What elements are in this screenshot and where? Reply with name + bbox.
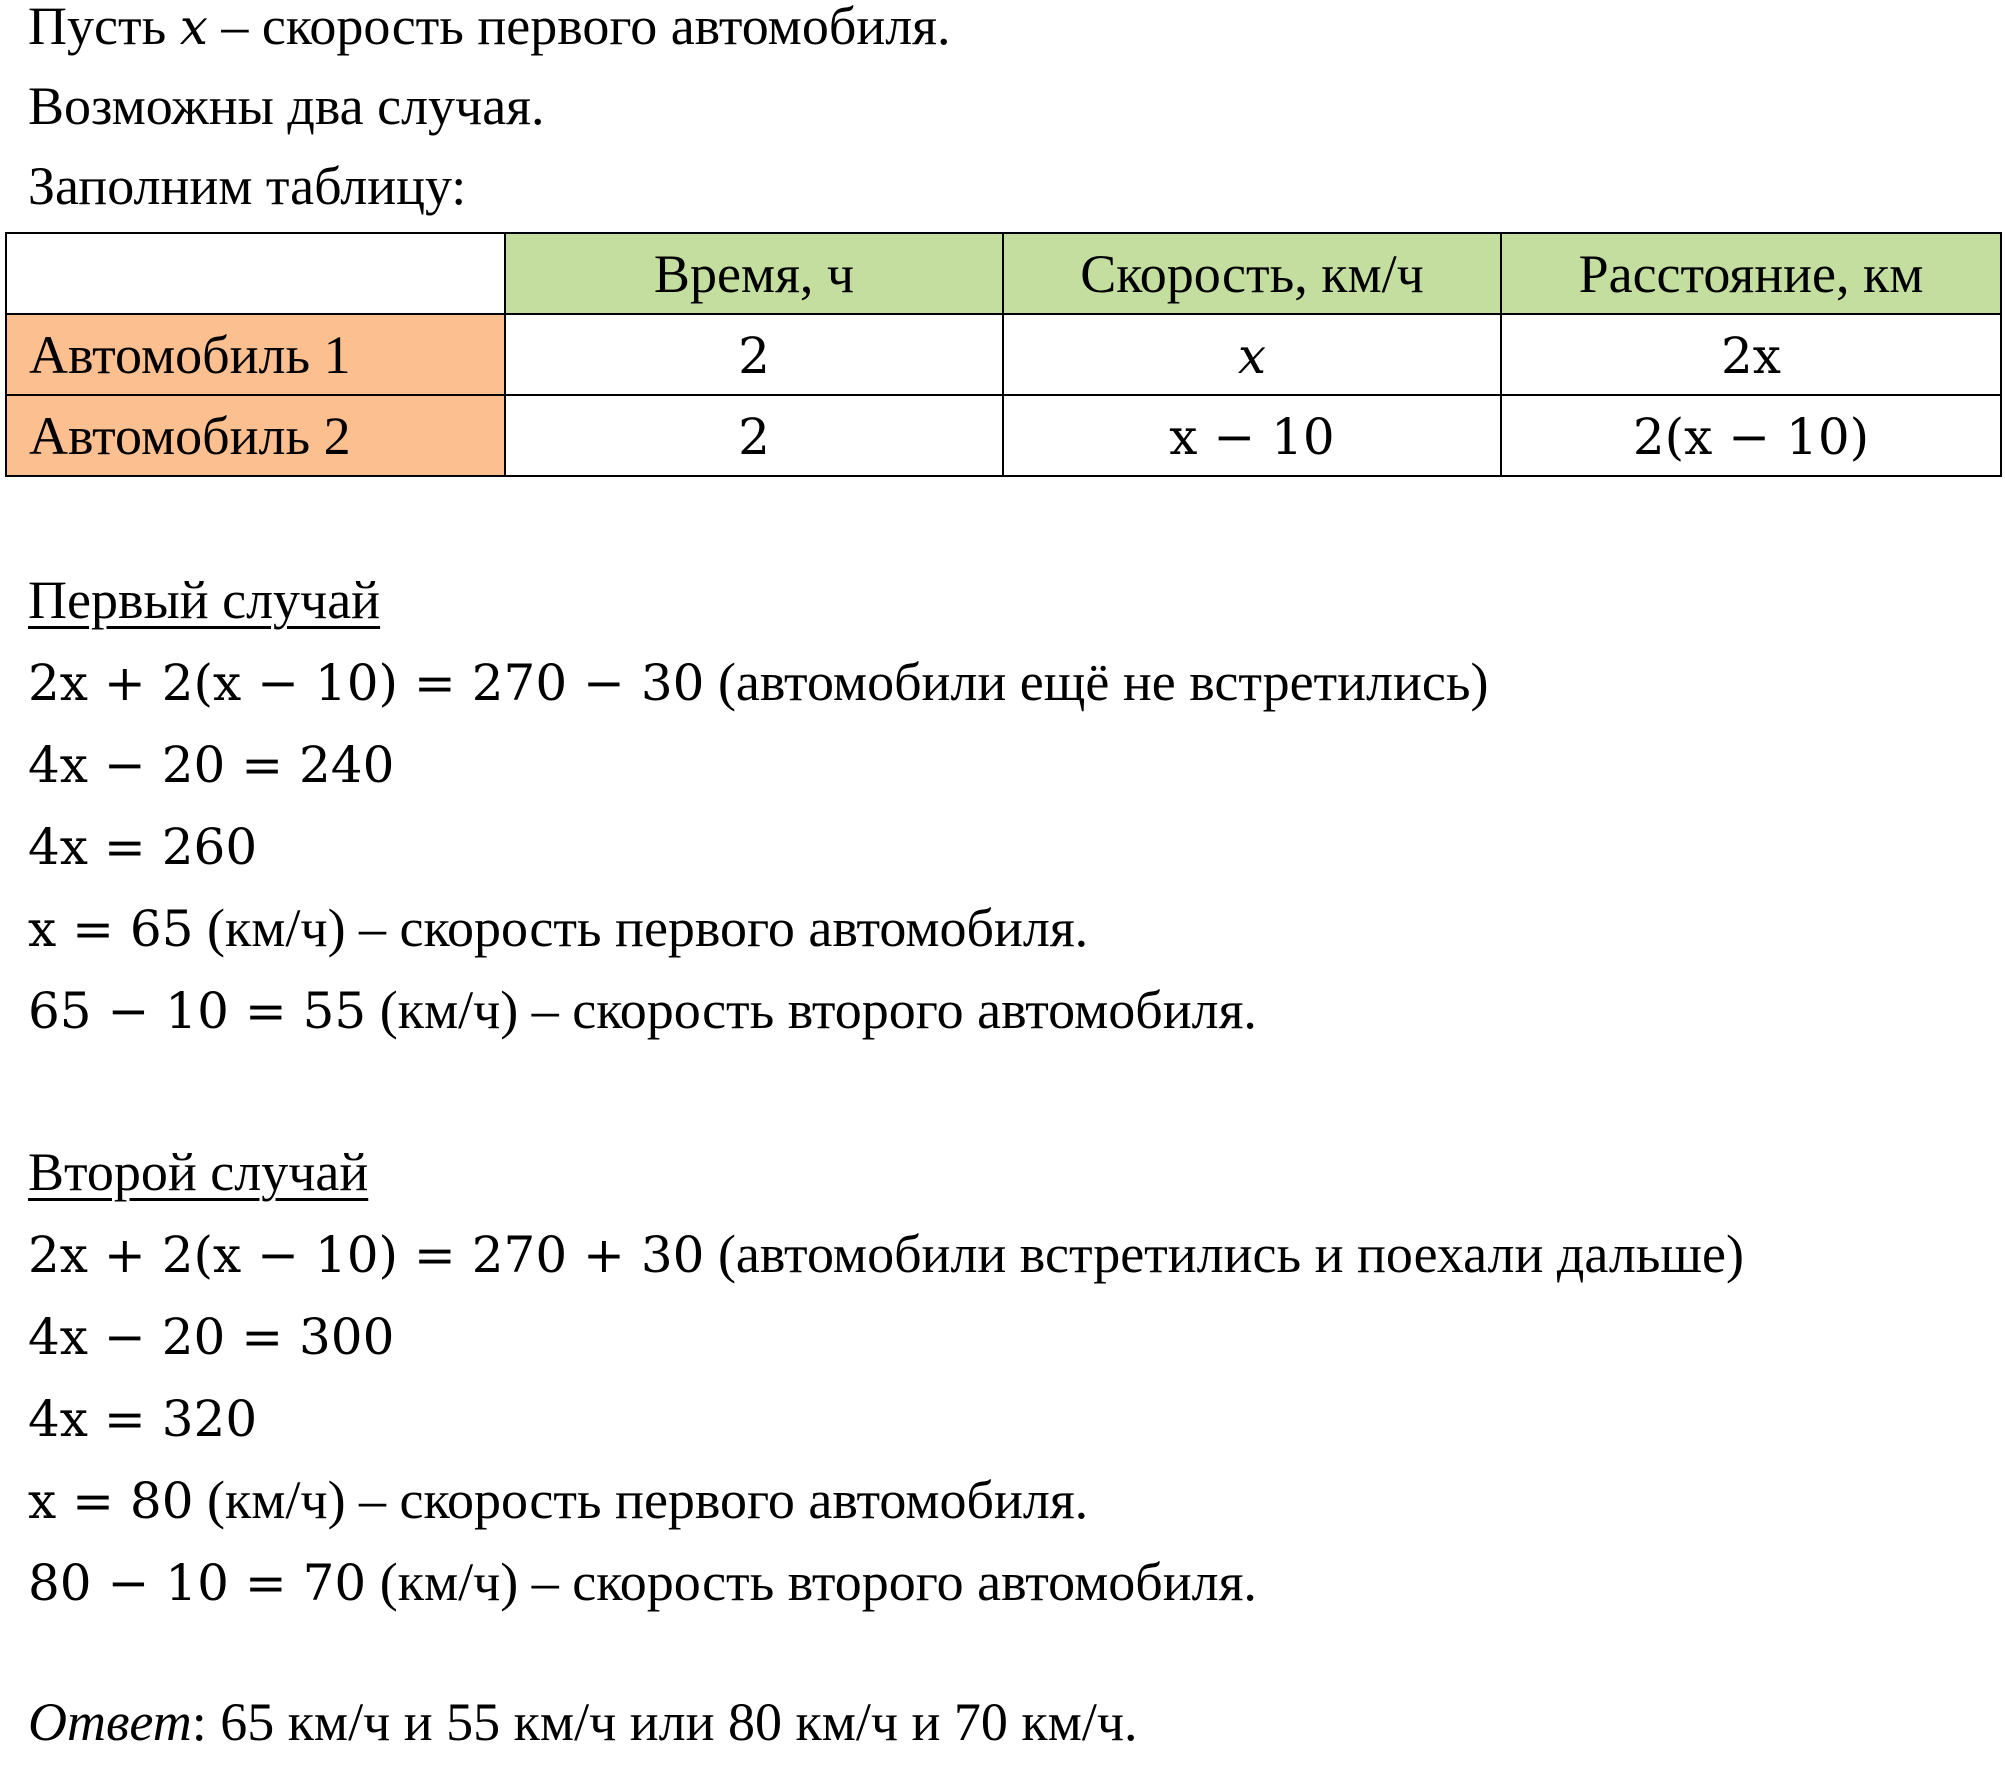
cell-time: [505, 395, 1003, 476]
motion-table: [5, 232, 2002, 477]
case-2-equation-4: [28, 1468, 1088, 1533]
equation-note: (км/ч) – скорость первого автомобиля.: [193, 898, 1089, 958]
equation-math: 4x = 260: [28, 818, 258, 876]
row-label-car-1: Автомобиль 1: [6, 314, 505, 395]
case-1-equation-4: [28, 896, 1088, 961]
case-2-equation-2: [28, 1304, 394, 1369]
equation-math: 4x − 20 = 300: [28, 1308, 395, 1366]
equation-math: 4x = 320: [28, 1390, 258, 1448]
answer-line: [28, 1690, 1138, 1754]
intro-line-2: Возможны два случая.: [28, 76, 545, 136]
speed-value: x − 10: [1169, 407, 1335, 466]
cell-speed: [1003, 314, 1501, 395]
case-2-equation-1: [28, 1222, 1744, 1287]
cell-distance: [1501, 314, 2001, 395]
distance-value: 2(x − 10): [1632, 407, 1870, 466]
case-1-heading: Первый случай: [28, 570, 381, 630]
intro-line-1-suffix: – скорость первого автомобиля.: [207, 0, 951, 56]
equation-math: 65 − 10 = 55: [28, 982, 367, 1040]
equation-math: x = 80: [28, 1472, 194, 1530]
cell-time: [505, 314, 1003, 395]
case-2-heading: Второй случай: [28, 1142, 369, 1202]
equation-note: (км/ч) – скорость второго автомобиля.: [366, 980, 1257, 1040]
cell-distance: [1501, 395, 2001, 476]
equation-math: 4x − 20 = 240: [28, 736, 395, 794]
table-row: [6, 314, 2001, 395]
equation-math: 2x + 2(x − 10) = 270 − 30: [28, 654, 705, 712]
row-label-car-2: Автомобиль 2: [6, 395, 505, 476]
header-distance: Расстояние, км: [1501, 233, 2001, 314]
table-corner-cell: [6, 233, 505, 314]
table-row: [6, 395, 2001, 476]
intro-line-1: [28, 0, 951, 59]
equation-note: (автомобили ещё не встретились): [704, 652, 1489, 712]
equation-math: 80 − 10 = 70: [28, 1554, 367, 1612]
header-time: Время, ч: [505, 233, 1003, 314]
answer-label: Ответ: [28, 1692, 192, 1752]
intro-line-1-prefix: Пусть: [28, 0, 180, 56]
answer-text: : 65 км/ч и 55 км/ч или 80 км/ч и 70 км/ч.: [191, 1692, 1138, 1752]
variable-x: x: [179, 0, 208, 56]
case-1-equation-3: [28, 814, 257, 879]
time-value: 2: [738, 326, 770, 385]
equation-math: 2x + 2(x − 10) = 270 + 30: [28, 1226, 705, 1284]
case-2-equation-3: [28, 1386, 257, 1451]
table-header-row: [6, 233, 2001, 314]
header-speed: Скорость, км/ч: [1003, 233, 1501, 314]
equation-note: (км/ч) – скорость первого автомобиля.: [193, 1470, 1089, 1530]
distance-value: 2x: [1720, 326, 1781, 385]
equation-note: (автомобили встретились и поехали дальше): [704, 1224, 1744, 1284]
speed-value: x: [1237, 326, 1267, 385]
intro-line-3: Заполним таблицу:: [28, 156, 467, 216]
case-1-equation-1: [28, 650, 1488, 715]
time-value: 2: [738, 407, 770, 466]
case-1-equation-2: [28, 732, 394, 797]
equation-math: x = 65: [28, 900, 194, 958]
case-2-equation-5: [28, 1550, 1257, 1615]
cell-speed: [1003, 395, 1501, 476]
equation-note: (км/ч) – скорость второго автомобиля.: [366, 1552, 1257, 1612]
case-1-equation-5: [28, 978, 1257, 1043]
